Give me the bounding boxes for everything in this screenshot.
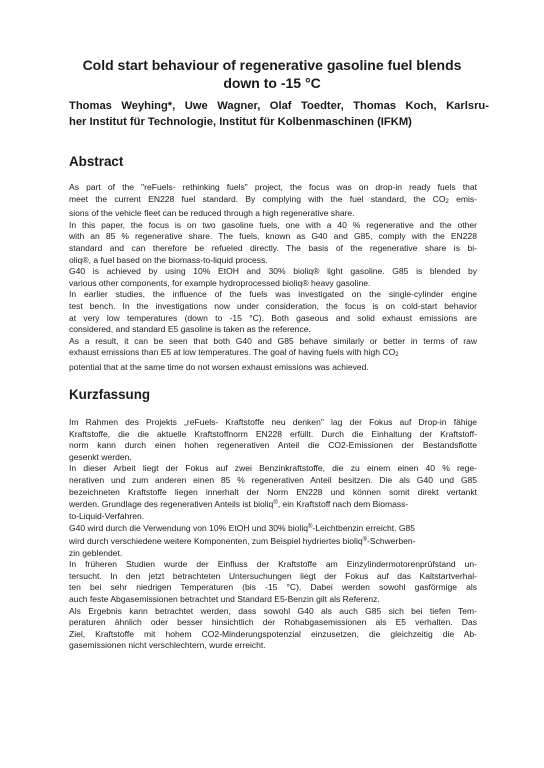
text-line: at very low temperatures (down to -15 °C). Both gaseous and solid exhaust emissions are — [69, 312, 477, 323]
text-line — [69, 535, 477, 548]
title-line: Cold start behaviour of regenerative gasoline fuel blends — [82, 57, 462, 73]
text-run: meet the current EN228 fuel standard. By complying with the fuel standard, the CO — [69, 193, 446, 204]
subscript: 2 — [445, 198, 449, 205]
text-run: , ein Kraftstoff nach dem Biomass- — [277, 499, 409, 510]
abstract-heading: Abstract — [69, 154, 124, 169]
author-line: her Institut für Technologie, Institut für Kolbenmaschinen (IFKM) — [69, 115, 412, 128]
text-line: with an 85 % regenerative share. The fuels, known as G40 and G85, comply with the EN228 — [69, 231, 477, 242]
text-line: considered, and standard E5 gasoline is taken as the reference. — [69, 324, 311, 335]
text-line: In this paper, the focus is on two gasoline fuels, one with a 40 % regenerative and the other — [69, 219, 477, 230]
text-line: test bench. In the investigations now under consideration, the focus is on cold-start behavior — [69, 300, 477, 311]
text-run: G40 wird durch die Verwendung von 10% EtOH und 30% bioliq — [69, 523, 308, 534]
text-run: emis- — [448, 193, 477, 204]
text-line: potential that at the same time do not worsen exhaust emissions was achieved. — [69, 361, 369, 372]
text-line: In earlier studies, the influence of the fuels was investigated on the single-cylinder engine — [69, 289, 477, 300]
text-line: G40 is achieved by using 10% EtOH and 30% bioliq® light gasoline. G85 is blended by — [69, 266, 477, 277]
abstract-body — [69, 182, 477, 374]
text-line: In dieser Arbeit liegt der Fokus auf zwei Benzinkraftstoffe, die zu einem einen 40 % rege- — [69, 463, 477, 474]
text-line: to-Liquid-Verfahren. — [69, 510, 145, 521]
kurzfassung-body — [69, 417, 477, 652]
text-line — [69, 194, 477, 209]
author-line: Thomas Weyhing*, Uwe Wagner, Olaf Toedter, Thomas Koch, Karlsru- — [69, 100, 489, 112]
paper-title — [60, 56, 484, 92]
subscript: 2 — [395, 352, 399, 359]
title-line: down to -15 °C — [223, 75, 321, 91]
registered-mark: ® — [362, 536, 368, 543]
text-line: Im Rahmen des Projekts „reFuels- Kraftstoffe neu denken" lag der Fokus auf Drop-in fähige — [69, 417, 477, 427]
text-run: -Leichtbenzin erreicht. G85 — [312, 523, 416, 534]
text-line: auch feste Abgasemissionen betrachtet und Standard E5-Benzin gilt als Referenz. — [69, 593, 380, 604]
text-line: peraturen ähnlich oder besser hinsichtlich der Rohabgasemissionen als E5 verhalten. Das — [69, 617, 477, 628]
text-line: tersucht. In den jetzt betrachteten Untersuchungen liegt der Fokus auf das Kaltstartverhal- — [69, 570, 477, 581]
registered-mark: ® — [273, 500, 278, 507]
text-line: Ziel, Kraftstoffe mit hohem CO2-Minderungspotenzial einzusetzen, die gleichzeitig die Ab- — [69, 628, 477, 639]
text-line: gesenkt werden. — [69, 451, 132, 462]
text-line: nerativen und zum anderen einen 85 % regenerativen Anteil besitzen. Die als G40 und G85 — [69, 474, 477, 485]
text-line: standard and can therefore be refueled directly. The basis of the regenerative share is bi- — [69, 242, 477, 253]
kurzfassung-heading: Kurzfassung — [69, 387, 151, 402]
text-line: Als Ergebnis kann betrachtet werden, dass sowohl G40 als auch G85 sich bei tiefen Tem- — [69, 605, 477, 616]
text-line — [69, 347, 477, 362]
text-line — [69, 522, 477, 535]
text-line: As a result, it can be seen that both G40 and G85 behave similarly or better in terms of raw — [69, 335, 477, 346]
text-line: As part of the "reFuels- rethinking fuels" project, the focus was on drop-in ready fuels that — [69, 182, 477, 192]
text-line: ten bei sehr niedrigen Temperaturen (bis -15 °C). Dabei werden sowohl gasförmige als — [69, 582, 477, 593]
text-line: norm kann durch einen hohen regenerativen Anteil die CO2-Emissionen der Bestandsflotte — [69, 440, 477, 451]
author-block — [69, 99, 489, 130]
text-line — [69, 498, 477, 511]
text-line: Kraftstoffe, die die aktuelle Kraftstoffnorm EN228 erfüllt. Durch die Einhaltung der Kraftstoff- — [69, 428, 477, 439]
text-run: -Schwerben- — [367, 535, 416, 546]
text-line: sions of the vehicle fleet can be reduced through a high regenerative share. — [69, 208, 355, 219]
text-line: various other components, for example hydroprocessed bioliq® heavy gasoline. — [69, 277, 371, 288]
text-line: In früheren Studien wurde der Einfluss der Kraftstoffe am Einzylindermotorenprüfstand un- — [69, 559, 477, 570]
registered-mark: ® — [307, 524, 313, 531]
text-run: wird durch verschiedene weitere Komponenten, zum Beispiel hydriertes bioliq — [69, 535, 363, 546]
text-run: exhaust emissions than E5 at low temperatures. The goal of having fuels with high CO — [69, 347, 396, 358]
text-line: oliq®, a fuel based on the biomass-to-liquid process. — [69, 254, 268, 265]
text-run: werden. Grundlage des regenerativen Anteils ist bioliq — [69, 499, 274, 510]
text-line: bezeichneten Kraftstoffe liegen innerhalt der Norm EN228 und können somit direkt vertankt — [69, 486, 477, 497]
text-line: gasemissionen nicht verschlechtern, wurde erreicht. — [69, 640, 266, 651]
text-line: zin geblendet. — [69, 547, 123, 558]
